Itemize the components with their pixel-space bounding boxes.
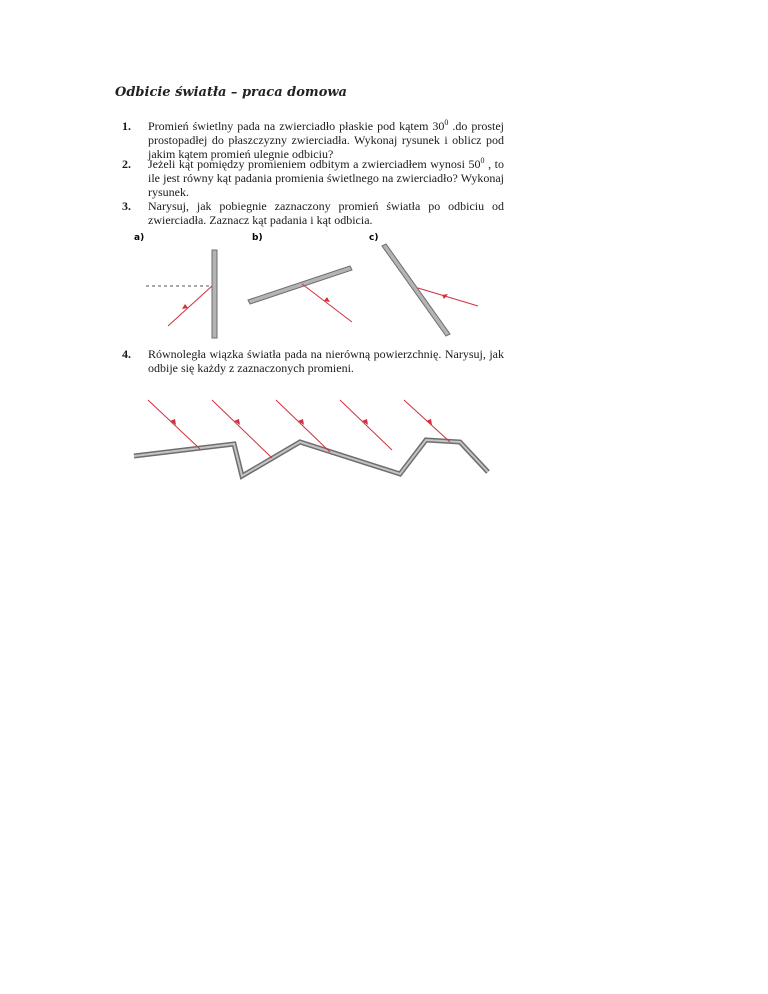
task-1 bbox=[122, 119, 504, 161]
task-text: Promień świetlny pada na zwierciadło płaskie pod kątem $30^0$ .do prostej prostopadłej do płaszczyzny zwierciadła. Wykonaj rysunek i oblicz pod jakim kątem promień ulegnie odbiciu? bbox=[148, 118, 504, 161]
task-3 bbox=[122, 199, 504, 227]
figure-label-a: a) bbox=[134, 233, 145, 243]
ray-4 bbox=[340, 400, 392, 450]
task-number: 1. bbox=[122, 119, 131, 133]
task-number: 4. bbox=[122, 347, 131, 361]
figure-label-c: c) bbox=[369, 233, 379, 243]
task-text: Jeżeli kąt pomiędzy promieniem odbitym a zwierciadłem wynosi $50^0$ , to ile jest równy kąt padania promienia świetlnego na zwierciadło? Wykonaj rysunek. bbox=[148, 156, 504, 199]
page-title: Odbicie światła – praca domowa bbox=[115, 85, 347, 100]
task-number: 2. bbox=[122, 157, 131, 171]
mirror-c bbox=[382, 244, 450, 336]
uneven-surface-highlight bbox=[134, 440, 488, 476]
uneven-surface-figure bbox=[130, 392, 496, 484]
ray-5-arrow bbox=[426, 419, 432, 425]
task-text: Równoległa wiązka światła pada na nierówną powierzchnię. Narysuj, jak odbije się każdy z zaznaczonych promieni. bbox=[148, 347, 504, 375]
task-number: 3. bbox=[122, 199, 131, 213]
mirror-a bbox=[212, 250, 217, 338]
ray-a bbox=[168, 286, 212, 326]
task-text: Narysuj, jak pobiegnie zaznaczony promień światła po odbiciu od zwierciadła. Zaznacz kąt padania i kąt odbicia. bbox=[148, 199, 504, 227]
task-2 bbox=[122, 157, 504, 199]
mirror-b bbox=[248, 266, 352, 304]
ray-b bbox=[302, 284, 352, 322]
task-4 bbox=[122, 347, 504, 375]
ray-2 bbox=[212, 400, 272, 458]
ray-1 bbox=[148, 400, 200, 449]
mirror-figures bbox=[128, 228, 494, 340]
figure-label-b: b) bbox=[252, 233, 263, 243]
